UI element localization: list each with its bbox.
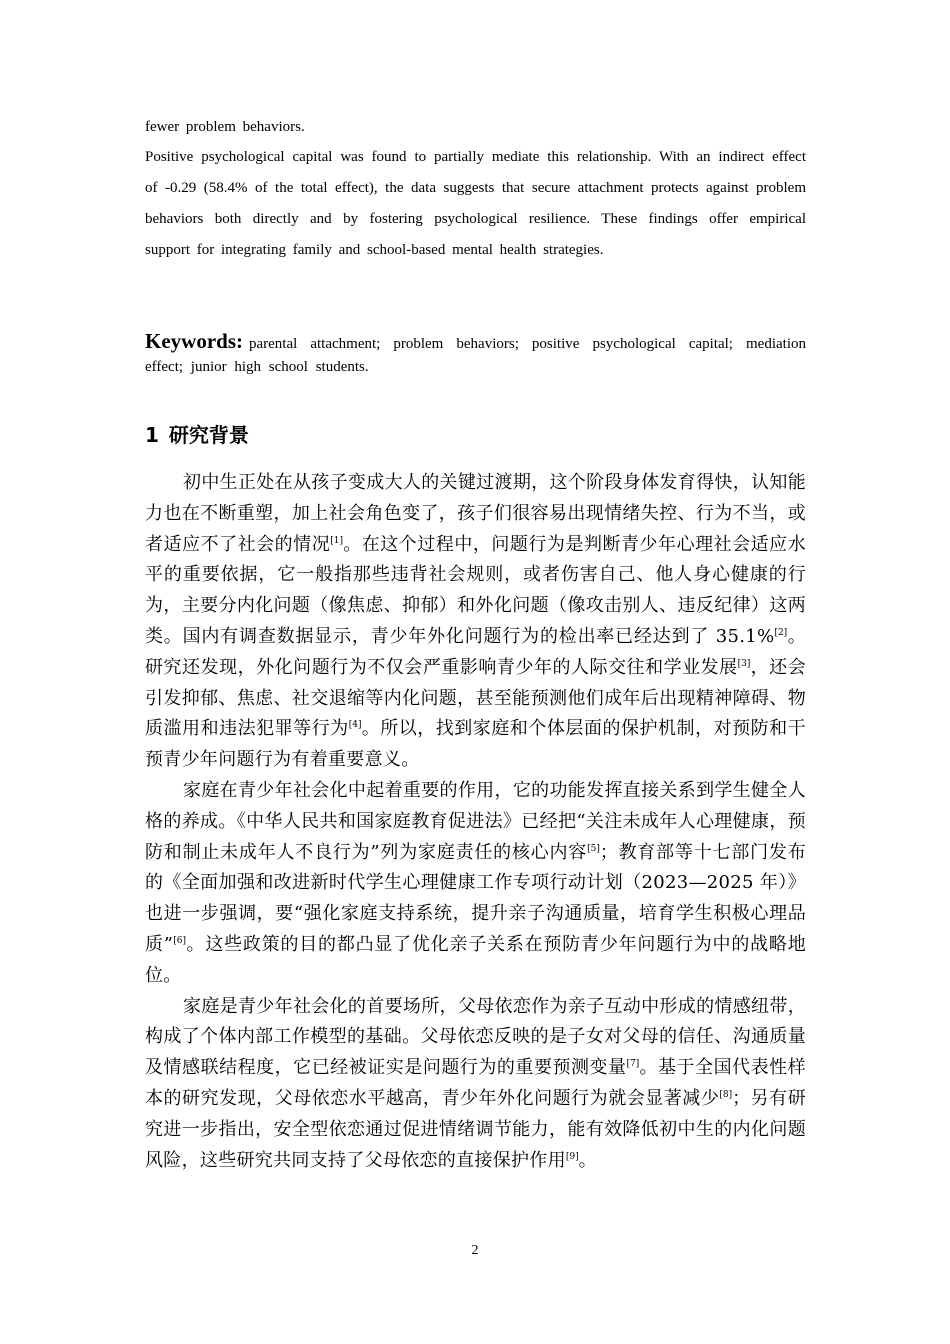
section-heading — [145, 420, 249, 450]
text-run: 。研究还发现，外化问题行为不仅会严重影响青少年的人际交往和学业发展 — [145, 625, 806, 678]
citation-ref[interactable]: [3] — [737, 658, 751, 669]
text-run: 。所以，找到家庭和个体层面的保护机制，对预防和干预青少年问题行为有着重要意义。 — [145, 718, 806, 771]
citation-ref[interactable]: [9] — [565, 1151, 579, 1162]
abstract-paragraph — [145, 142, 806, 266]
text-run: 家庭在青少年社会化中起着重要的作用，它的功能发挥直接关系到学生健全人格的养成。《中华人民共和国家庭教育促进法》已经把“关注未成年人心理健康，预防和制止未成年人不良行为”列为家庭责任的核心内容 — [145, 779, 806, 863]
keywords-text: parental attachment; problem behaviors; positive psychological capital; mediation effect; junior high school students. — [145, 336, 806, 375]
section-number: 1 — [145, 423, 159, 447]
text-run: 家庭是青少年社会化的首要场所，父母依恋作为亲子互动中形成的情感纽带，构成了个体内部工作模型的基础。父母依恋反映的是子女对父母的信任、沟通质量及情感联结程度，它已经被证实是问题行为的重要预测变量 — [145, 995, 806, 1079]
text-run: 。基于全国代表性样本的研究发现，父母依恋水平越高，青少年外化问题行为就会显著减少 — [145, 1057, 806, 1109]
text-run: ，还会引发抑郁、焦虑、社交退缩等内化问题，甚至能预测他们成年后出现精神障碍、物质滥用和违法犯罪等行为 — [145, 656, 806, 740]
citation-ref[interactable]: [1] — [330, 535, 343, 546]
citation-ref[interactable]: [5] — [587, 843, 600, 854]
citation-ref[interactable]: [7] — [626, 1059, 640, 1070]
text-run: ；教育部等十七部门发布的《全面加强和改进新时代学生心理健康工作专项行动计划（2023—2025 年）》也进一步强调，要“强化家庭支持系统，提升亲子沟通质量，培育学生积极心理品质” — [145, 841, 806, 955]
text-run: 。 — [578, 1149, 597, 1171]
page-number: 2 — [471, 1243, 479, 1258]
citation-ref[interactable]: [8] — [719, 1089, 733, 1100]
text-run: 初中生正处在从孩子变成大人的关键过渡期，这个阶段身体发育得快，认知能力也在不断重塑，加上社会角色变了，孩子们很容易出现情绪失控、行为不当，或者适应不了社会的情况 — [145, 472, 806, 555]
abstract-text: Positive psychological capital was found to partially mediate this relationship. With an indirect effect of -0.29 (58.4% of the total effect), the data suggests that secure attachment protects against problem behaviors both directly and by fostering psychological resilience. These findings offer empirical support for integrating family and school-based mental health strategies. — [145, 149, 806, 258]
citation-ref[interactable]: [4] — [348, 720, 362, 731]
keywords-label: Keywords: — [145, 329, 243, 353]
paragraph-3 — [145, 992, 806, 1177]
section-title: 研究背景 — [168, 423, 249, 447]
keywords — [145, 330, 806, 379]
paragraph-1 — [145, 468, 806, 776]
text-run: 。这些政策的目的都凸显了优化亲子关系在预防青少年问题行为中的战略地位。 — [145, 933, 806, 986]
text-run: ；另有研究进一步指出，安全型依恋通过促进情绪调节能力，能有效降低初中生的内化问题风险，这些研究共同支持了父母依恋的直接保护作用 — [145, 1087, 807, 1171]
paragraph-2 — [145, 776, 806, 992]
citation-ref[interactable]: [6] — [173, 935, 187, 946]
citation-ref[interactable]: [2] — [774, 627, 788, 638]
body-text — [145, 468, 806, 1176]
text-run: 。在这个过程中，问题行为是判断青少年心理社会适应水平的重要依据，它一般指那些违背社会规则，或者伤害自己、他人身心健康的行为，主要分内化问题（像焦虑、抑郁）和外化问题（像攻击别人、违反纪律）这两类。国内有调查数据显示，青少年外化问题行为的检出率已经达到了 35.1% — [145, 533, 807, 647]
abstract-fragment — [145, 112, 806, 143]
abstract-line: fewer problem behaviors. — [145, 119, 305, 135]
